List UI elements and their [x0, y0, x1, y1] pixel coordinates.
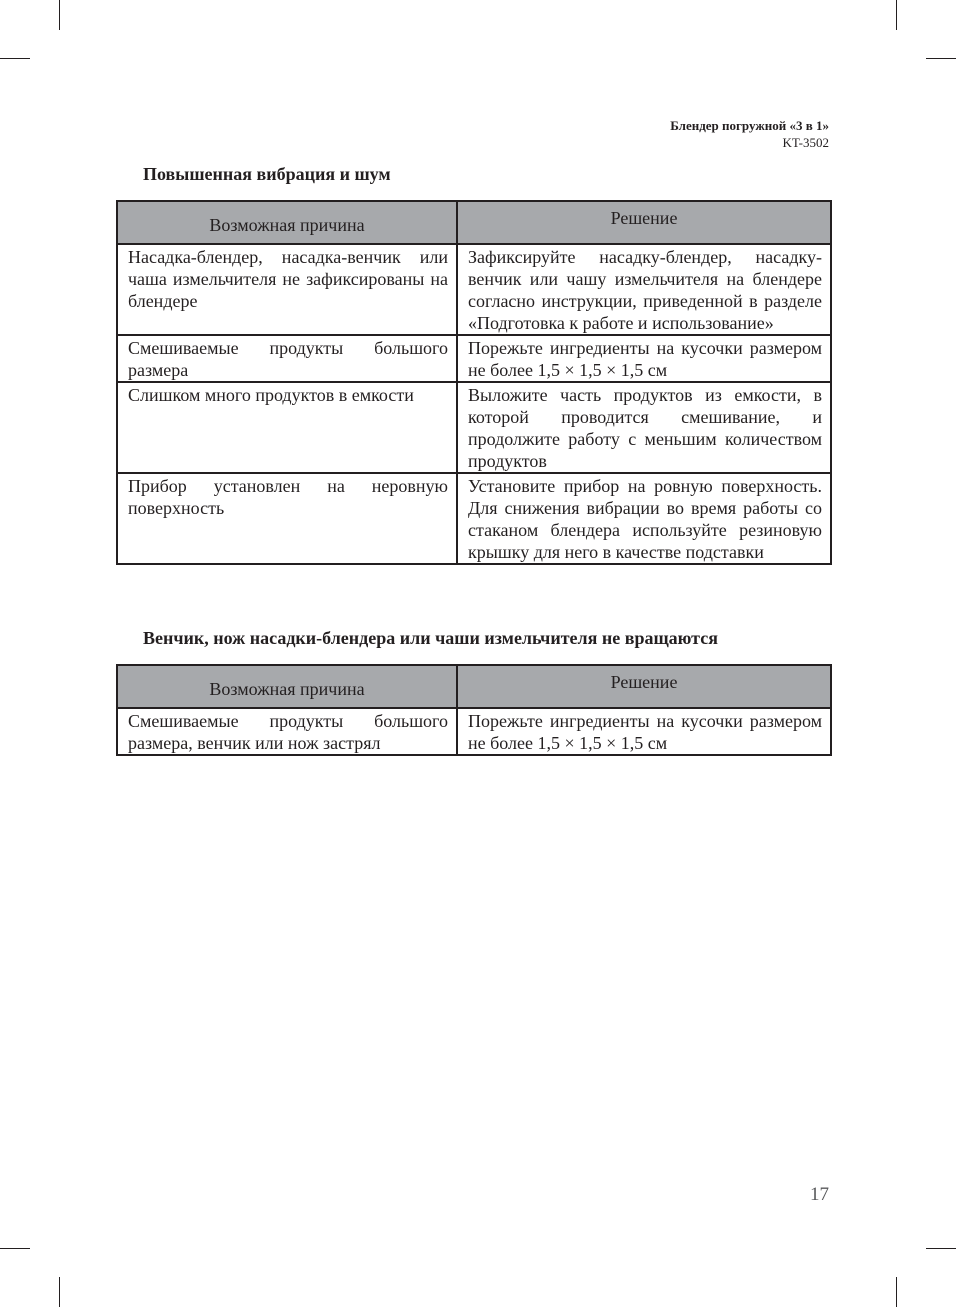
page-number: 17: [810, 1184, 829, 1205]
table-row: [117, 244, 831, 335]
solution-cell: Зафиксируйте насадку-блендер, насадку-венчик или чашу измельчителя на блендере согласно инструкции, приведенной в разделе «Подготовка к работе и использование»: [457, 244, 831, 335]
crop-mark-top-right: [896, 0, 897, 30]
cause-cell: Прибор установлен на неровную поверхность: [117, 473, 457, 564]
crop-mark-top-right-h: [926, 58, 956, 59]
column-header-solution: Решение: [457, 201, 831, 244]
cause-cell: Слишком много продуктов в емкости: [117, 382, 457, 473]
column-header-cause: Возможная причина: [117, 201, 457, 244]
table-header-row: [117, 201, 831, 244]
column-header-solution: Решение: [457, 665, 831, 708]
table-row: [117, 708, 831, 755]
column-header-cause: Возможная причина: [117, 665, 457, 708]
crop-mark-top-left-h: [0, 58, 30, 59]
cause-cell: Насадка-блендер, насадка-венчик или чаша измельчителя не зафиксированы на блендере: [117, 244, 457, 335]
table-row: [117, 473, 831, 564]
section-title-not-rotating: Венчик, нож насадки-блендера или чаши измельчителя не вращаются: [143, 628, 718, 648]
product-title: Блендер погружной «3 в 1»: [670, 118, 829, 133]
crop-mark-top-left: [59, 0, 60, 30]
cause-cell: Смешиваемые продукты большого размера: [117, 335, 457, 382]
troubleshooting-table-vibration: [116, 200, 832, 565]
crop-mark-bottom-left-h: [0, 1248, 30, 1249]
crop-mark-bottom-right: [896, 1277, 897, 1307]
crop-mark-bottom-left: [59, 1277, 60, 1307]
table-header-row: [117, 665, 831, 708]
solution-cell: Установите прибор на ровную поверхность. Для снижения вибрации во время работы со стаканом блендера используйте резиновую крышку для него в качестве подставки: [457, 473, 831, 564]
solution-cell: Порежьте ингредиенты на кусочки размером не более 1,5 × 1,5 × 1,5 см: [457, 708, 831, 755]
table-row: [117, 335, 831, 382]
section-title-vibration: Повышенная вибрация и шум: [143, 164, 391, 184]
solution-cell: Выложите часть продуктов из емкости, в которой проводится смешивание, и продолжите работу с меньшим количеством продуктов: [457, 382, 831, 473]
troubleshooting-table-not-rotating: [116, 664, 832, 756]
cause-cell: Смешиваемые продукты большого размера, венчик или нож застрял: [117, 708, 457, 755]
running-header: [670, 117, 829, 151]
solution-cell: Порежьте ингредиенты на кусочки размером не более 1,5 × 1,5 × 1,5 см: [457, 335, 831, 382]
table-row: [117, 382, 831, 473]
crop-mark-bottom-right-h: [926, 1248, 956, 1249]
product-model: KT-3502: [782, 135, 829, 150]
